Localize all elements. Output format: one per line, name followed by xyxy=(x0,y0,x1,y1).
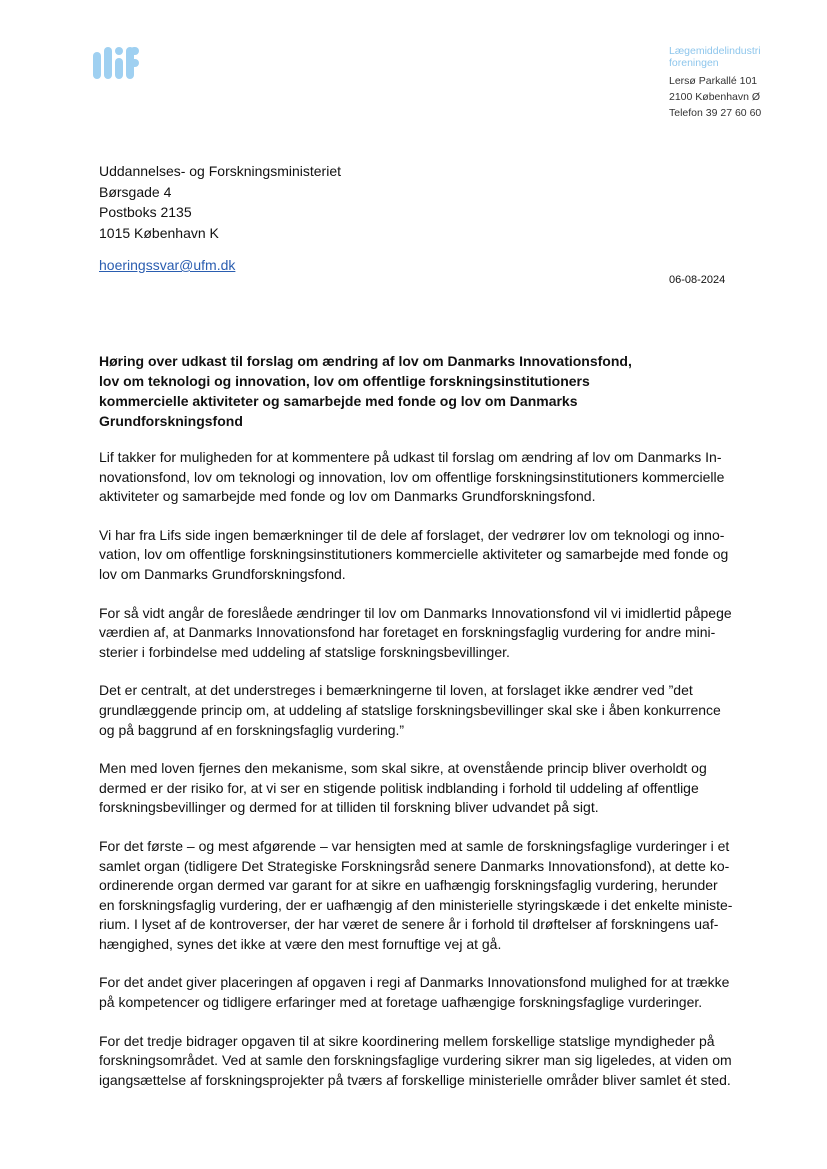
text-line: forskningsbevillinger og dermed for at tilliden til forskning bliver udvandet på sigt. xyxy=(99,799,599,816)
text-line: og på baggrund af en forskningsfaglig vurdering.” xyxy=(99,721,405,738)
paragraph xyxy=(99,448,731,507)
paragraph xyxy=(99,604,731,663)
text-line: sterier i forbindelse med uddeling af statslige forskningsbevillinger. xyxy=(99,643,510,660)
recipient-pobox: Postboks 2135 xyxy=(99,204,192,220)
sender-block xyxy=(669,45,819,121)
subject-line: kommercielle aktiviteter og samarbejde med fonde og lov om Danmarks xyxy=(99,393,578,409)
text-line: en forskningsfaglig vurdering, der er uafhængig af den ministerielle styringskæde i det enkelte ministe- xyxy=(99,896,733,913)
subject-line: Grundforskningsfond xyxy=(99,413,243,429)
text-line: hængighed, synes det ikke at være den mest fornuftige vej at gå. xyxy=(99,935,502,952)
text-line: aktiviteter og samarbejde med fonde og lov om Danmarks Grundforskningsfond. xyxy=(99,488,596,505)
logo-bar-1 xyxy=(93,52,101,79)
paragraph xyxy=(99,973,731,1012)
text-line: lov om Danmarks Grundforskningsfond. xyxy=(99,565,346,582)
text-line: Men med loven fjernes den mekanisme, som skal sikre, at ovenstående princip bliver overholdt og xyxy=(99,760,707,777)
sender-org-name: Lægemiddelindustri xyxy=(669,45,761,57)
sender-postcode: 2100 København Ø xyxy=(669,91,761,103)
subject-line: lov om teknologi og innovation, lov om offentlige forskningsinstitutioners xyxy=(99,373,590,389)
logo-f-arm-2 xyxy=(130,59,139,67)
logo-bar-3 xyxy=(115,58,123,79)
text-line: værdien af, at Danmarks Innovationsfond har foretaget en forskningsfaglig vurdering for andre mini- xyxy=(99,624,716,641)
paragraph xyxy=(99,1032,731,1091)
recipient-name: Uddannelses- og Forskningsministeriet xyxy=(99,163,341,179)
paragraph xyxy=(99,837,731,955)
sender-address: Lersø Parkallé 101 xyxy=(669,75,758,87)
text-line: vation, lov om offentlige forskningsinstitutioners kommercielle aktiviteter og samarbejde med fonde og xyxy=(99,546,729,563)
letter-subject xyxy=(99,351,739,431)
email-link[interactable]: hoeringssvar@ufm.dk xyxy=(99,257,236,273)
recipient-block xyxy=(99,161,341,243)
text-line: For det tredje bidrager opgaven til at sikre koordinering mellem forskellige statslige myndigheder på xyxy=(99,1032,715,1049)
sender-phone: Telefon 39 27 60 60 xyxy=(669,107,762,119)
letter-body xyxy=(99,448,731,1109)
text-line: grundlæggende princip om, at uddeling af statslige forskningsbevillinger skal ske i åben konkurrence xyxy=(99,701,721,718)
text-line: rium. I lyset af de kontroverser, der har været de senere år i forhold til drøftelser af forskningens uaf- xyxy=(99,916,719,933)
recipient-street: Børsgade 4 xyxy=(99,183,172,200)
text-line: dermed er der risiko for, at vi ser en stigende politisk indblanding i forhold til uddeling af offentlige xyxy=(99,779,699,796)
subject-line: Høring over udkast til forslag om ændring af lov om Danmarks Innovationsfond, xyxy=(99,353,632,369)
logo-bar-2 xyxy=(104,47,112,79)
text-line: på kompetencer og tidligere erfaringer med at foretage uafhængige forskningsfaglige vurderinger. xyxy=(99,994,703,1011)
text-line: samlet organ (tidligere Det Strategiske Forskningsråd senere Danmarks Innovationsfond), at dette ko- xyxy=(99,857,730,874)
text-line: ordinerende organ dermed var garant for at sikre en uafhængig forskningsfaglig vurdering, herunder xyxy=(99,877,718,894)
text-line: Det er centralt, at det understreges i bemærkningerne til loven, at forslaget ikke ændrer ved ”det xyxy=(99,682,693,699)
paragraph xyxy=(99,681,731,740)
recipient-city: 1015 København K xyxy=(99,224,219,241)
text-line: Lif takker for muligheden for at kommentere på udkast til forslag om ændring af lov om Danmarks In- xyxy=(99,449,722,465)
text-line: For så vidt angår de foreslåede ændringer til lov om Danmarks Innovationsfond vil vi imidlertid påpege xyxy=(99,604,732,621)
text-line: forskningsområdet. Ved at samle den forskningsfaglige vurdering sikrer man sig ligeledes, at viden om xyxy=(99,1052,732,1069)
text-line: Vi har fra Lifs side ingen bemærkninger til de dele af forslaget, der vedrører lov om teknologi og inno- xyxy=(99,526,725,543)
text-line: igangsættelse af forskningsprojekter på tværs af forskellige ministerielle områder bliver samlet ét sted. xyxy=(99,1071,731,1088)
text-line: For det andet giver placeringen af opgaven i regi af Danmarks Innovationsfond mulighed for at trække xyxy=(99,974,730,991)
paragraph xyxy=(99,526,731,585)
lif-logo xyxy=(92,46,142,80)
logo-dot xyxy=(115,47,123,55)
text-line: For det første – og mest afgørende – var hensigten med at samle de forskningsfaglige vurderinger i et xyxy=(99,837,730,854)
sender-org-name-2: foreningen xyxy=(669,57,719,69)
logo-f-arm-1 xyxy=(130,47,139,55)
letter-date: 06-08-2024 xyxy=(669,274,726,286)
text-line: novationsfond, lov om teknologi og innovation, lov om offentlige forskningsinstitutioners kommercielle xyxy=(99,468,725,485)
paragraph xyxy=(99,759,731,818)
